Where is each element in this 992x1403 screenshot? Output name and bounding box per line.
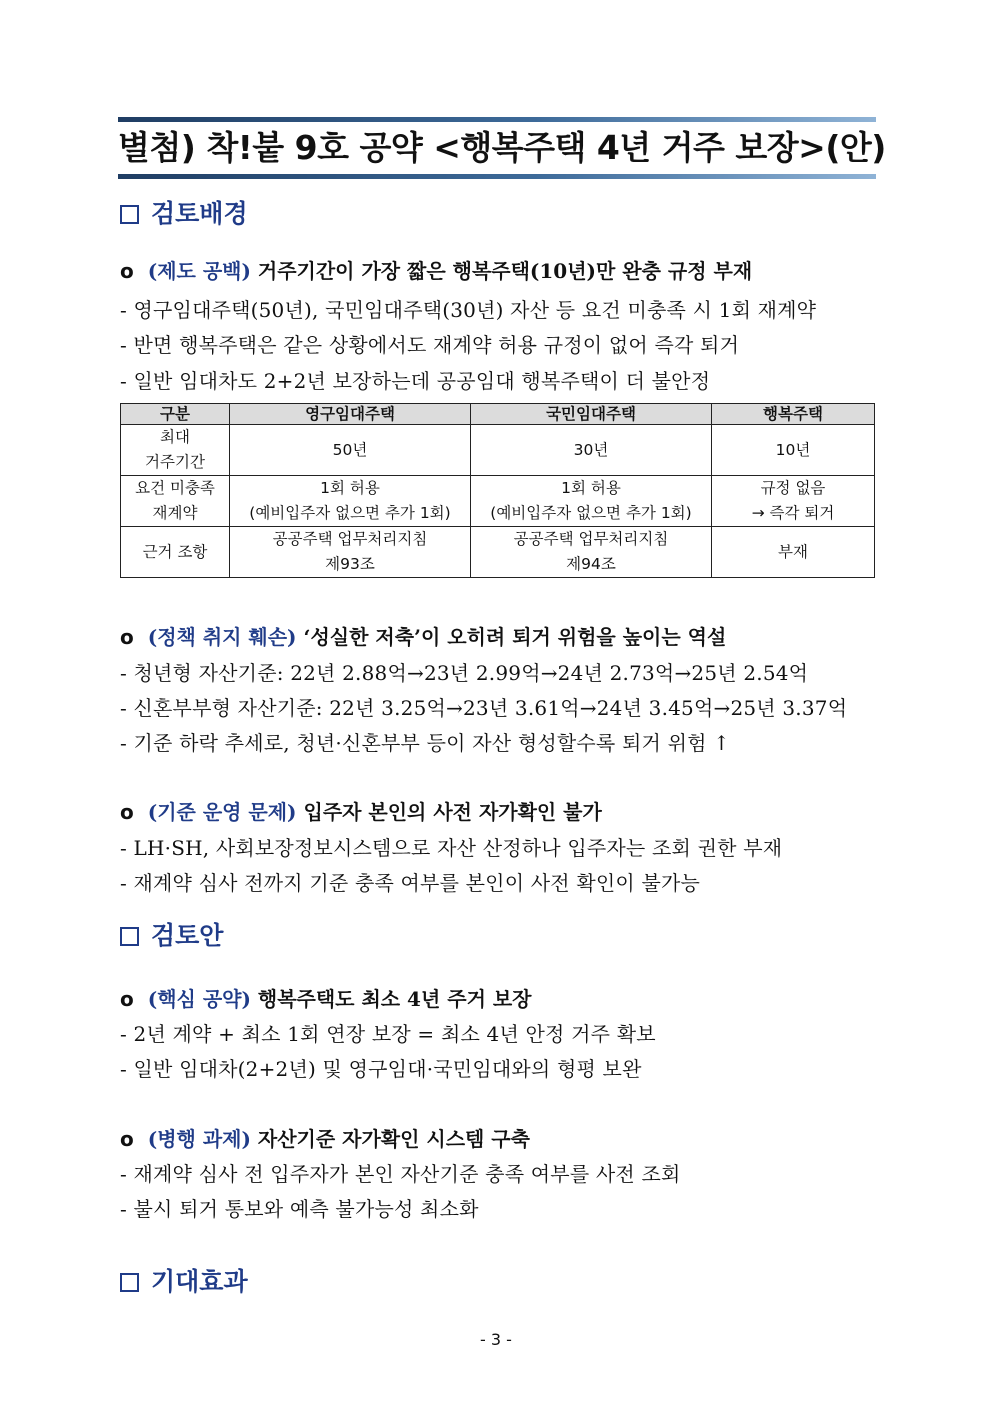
checkbox-square-icon [120, 205, 139, 224]
table-row [121, 527, 875, 578]
checkbox-square-icon [120, 927, 139, 946]
section-heading-proposal [120, 916, 223, 952]
cell-line: 공공주택 업무처리지침 [513, 530, 669, 548]
table-row [121, 425, 875, 476]
title-text: 별첨) 착!붙 9호 공약 <행복주택 4년 거주 보장>(안) [118, 128, 886, 167]
table-cell: 10년 [712, 425, 875, 476]
checkbox-square-icon [120, 1273, 139, 1292]
table-cell: 부재 [712, 527, 875, 578]
cell-line: (예비입주자 없으면 추가 1회) [490, 504, 692, 522]
bullet-policy-undermined [120, 621, 726, 650]
bullet-marker: o [120, 800, 134, 824]
detail-line: - LH·SH, 사회보장정보시스템으로 자산 산정하나 입주자는 조회 권한 부재 [120, 836, 783, 860]
bullet-tag: (기준 운영 문제) [147, 800, 297, 824]
detail-line: - 일반 임대차(2+2년) 및 영구임대·국민임대와의 형평 보완 [120, 1057, 642, 1081]
section-heading-background [120, 194, 248, 230]
bullet-text: 거주기간이 가장 짧은 행복주택(10년)만 완충 규정 부재 [250, 259, 753, 283]
table-row-label: 근거 조항 [121, 527, 230, 578]
bullet-tag: (핵심 공약) [147, 987, 251, 1011]
detail-line: - 영구임대주택(50년), 국민임대주택(30년) 자산 등 요건 미충족 시 1회 재계약 [120, 298, 817, 322]
bullet-core-pledge [120, 983, 532, 1012]
table-row [121, 476, 875, 527]
label-line: 재계약 [152, 504, 198, 522]
table-header-row [121, 404, 875, 425]
bullet-text: 입주자 본인의 사전 자가확인 불가 [296, 800, 602, 824]
bullet-tag: (병행 과제) [147, 1127, 251, 1151]
label-line: 요건 미충족 [135, 479, 215, 497]
table-row-label [121, 425, 230, 476]
detail-line: - 2년 계약 + 최소 1회 연장 보장 = 최소 4년 안정 거주 확보 [120, 1022, 656, 1046]
bullet-marker: o [120, 259, 134, 283]
title-rule-bottom [118, 174, 876, 179]
section-heading-effect [120, 1262, 248, 1298]
bullet-marker: o [120, 1127, 134, 1151]
table-cell: 30년 [471, 425, 712, 476]
table-row-label [121, 476, 230, 527]
table-header-cell: 행복주택 [712, 404, 875, 425]
detail-line: - 신혼부부형 자산기준: 22년 3.25억→23년 3.61억→24년 3.45억→25년 3.37억 [120, 696, 848, 720]
cell-line: 규정 없음 [760, 479, 826, 497]
cell-line: 1회 허용 [320, 479, 380, 497]
bullet-text: 자산기준 자가확인 시스템 구축 [250, 1127, 530, 1151]
table-header-cell: 영구임대주택 [230, 404, 471, 425]
table-cell [230, 527, 471, 578]
table-cell [230, 476, 471, 527]
detail-line: - 기준 하락 추세로, 청년·신혼부부 등이 자산 형성할수록 퇴거 위험 ↑ [120, 731, 731, 755]
bullet-institutional-gap [120, 255, 752, 284]
bullet-standard-operation [120, 796, 602, 825]
detail-line: - 불시 퇴거 통보와 예측 불가능성 최소화 [120, 1197, 479, 1221]
bullet-text: ‘성실한 저축’이 오히려 퇴거 위험을 높이는 역설 [296, 625, 727, 649]
bullet-text: 행복주택도 최소 4년 주거 보장 [250, 987, 532, 1011]
table-cell: 50년 [230, 425, 471, 476]
detail-line: - 반면 행복주택은 같은 상황에서도 재계약 허용 규정이 없어 즉각 퇴거 [120, 333, 740, 357]
bullet-parallel-task [120, 1123, 530, 1152]
bullet-marker: o [120, 987, 134, 1011]
detail-line: - 청년형 자산기준: 22년 2.88억→23년 2.99억→24년 2.73억→25년 2.54억 [120, 661, 809, 685]
page-number: - 3 - [480, 1330, 512, 1349]
table-cell [471, 527, 712, 578]
title-rule-top [118, 117, 876, 122]
cell-line: 제93조 [325, 555, 375, 573]
comparison-table [120, 403, 875, 578]
table-header-cell: 구분 [121, 404, 230, 425]
detail-line: - 일반 임대차도 2+2년 보장하는데 공공임대 행복주택이 더 불안정 [120, 369, 711, 393]
cell-line: → 즉각 퇴거 [751, 504, 835, 522]
section-label: 검토배경 [151, 199, 248, 228]
label-line: 최대 [160, 428, 190, 446]
cell-line: 공공주택 업무처리지침 [272, 530, 428, 548]
bullet-marker: o [120, 625, 134, 649]
bullet-tag: (정책 취지 훼손) [147, 625, 297, 649]
table-cell [712, 476, 875, 527]
detail-line: - 재계약 심사 전 입주자가 본인 자산기준 충족 여부를 사전 조회 [120, 1162, 681, 1186]
document-title [118, 117, 886, 179]
section-label: 기대효과 [151, 1267, 248, 1296]
cell-line: (예비입주자 없으면 추가 1회) [249, 504, 451, 522]
cell-line: 제94조 [566, 555, 616, 573]
label-line: 거주기간 [145, 453, 205, 471]
section-label: 검토안 [151, 921, 224, 950]
cell-line: 1회 허용 [561, 479, 621, 497]
table-cell [471, 476, 712, 527]
table-header-cell: 국민임대주택 [471, 404, 712, 425]
detail-line: - 재계약 심사 전까지 기준 충족 여부를 본인이 사전 확인이 불가능 [120, 871, 701, 895]
bullet-tag: (제도 공백) [147, 259, 251, 283]
